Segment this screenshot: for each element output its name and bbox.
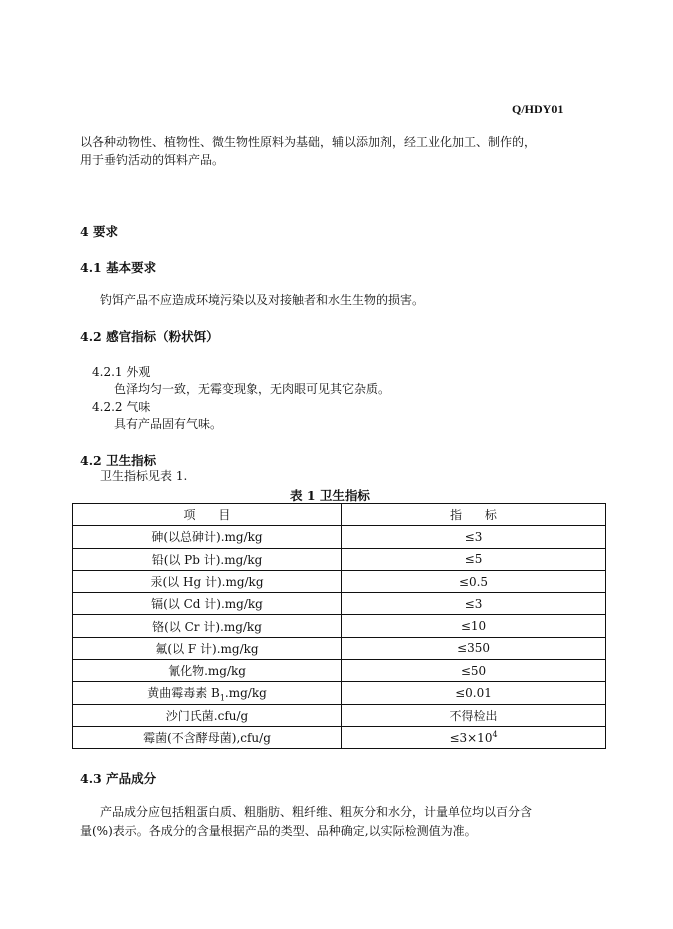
row-item: 砷(以总砷计).mg/kg: [73, 526, 342, 548]
row-value: ≤50: [342, 660, 606, 682]
section-4-2-2-label: 4.2.2 气味: [92, 400, 151, 414]
section-4-heading: 4 要求: [80, 224, 119, 239]
column-header-item: 项 目: [73, 504, 342, 526]
table-row: [73, 704, 606, 726]
section-4-1-heading: 4.1 基本要求: [80, 260, 157, 275]
section-4-2-2-text: 具有产品固有气味。: [114, 417, 223, 431]
section-4-1-text: 钓饵产品不应造成环境污染以及对接触者和水生生物的损害。: [100, 293, 425, 307]
table-row: [73, 682, 606, 704]
row-item: 氰化物.mg/kg: [73, 660, 342, 682]
hygiene-table: [72, 503, 606, 749]
row-item: 氟(以 F 计).mg/kg: [73, 637, 342, 659]
row-value: ≤10: [342, 615, 606, 637]
intro-line-2: 用于垂钓活动的饵料产品。: [80, 153, 225, 167]
section-4-3-heading: 4.3 产品成分: [80, 771, 157, 786]
table-row: [73, 615, 606, 637]
row-item: 霉菌(不含酵母菌),cfu/g: [73, 726, 342, 748]
column-header-index: 指 标: [342, 504, 606, 526]
row-value: ≤3: [342, 526, 606, 548]
row-value: 不得检出: [342, 704, 606, 726]
row-item: 汞(以 Hg 计).mg/kg: [73, 570, 342, 592]
table-row: [73, 637, 606, 659]
row-value: ≤3: [342, 593, 606, 615]
table-row: [73, 526, 606, 548]
table-row: [73, 660, 606, 682]
row-value: ≤0.5: [342, 570, 606, 592]
table-row: [73, 570, 606, 592]
row-item: 铅(以 Pb 计).mg/kg: [73, 548, 342, 570]
row-item: 铬(以 Cr 计).mg/kg: [73, 615, 342, 637]
table-caption: 表 1 卫生指标: [290, 488, 370, 503]
document-code: Q/HDY01: [512, 102, 564, 116]
section-4-3-line-1: 产品成分应包括粗蛋白质、粗脂肪、粗纤维、粗灰分和水分，计量单位均以百分含: [100, 805, 533, 819]
table-row: [73, 548, 606, 570]
row-value: ≤5: [342, 548, 606, 570]
section-4-2-hygiene-heading: 4.2 卫生指标: [80, 453, 157, 468]
table-row: [73, 593, 606, 615]
table-row: [73, 726, 606, 748]
row-value: ≤350: [342, 637, 606, 659]
row-value: $\le 3\times 10^4$: [342, 726, 606, 748]
row-value: ≤0.01: [342, 682, 606, 704]
row-item: 黄曲霉毒素 $B_1.mg/kg$: [73, 682, 342, 704]
row-item: 镉(以 Cd 计).mg/kg: [73, 593, 342, 615]
table-header-row: [73, 504, 606, 526]
section-4-2-sensory-heading: 4.2 感官指标（粉状饵）: [80, 329, 219, 344]
section-4-2-1-label: 4.2.1 外观: [92, 365, 151, 379]
row-item: 沙门氏菌.cfu/g: [73, 704, 342, 726]
section-4-2-1-text: 色泽均匀一致，无霉变现象，无肉眼可见其它杂质。: [114, 382, 391, 396]
section-4-3-line-2: 量(%)表示。各成分的含量根据产品的类型、品种确定,以实际检测值为准。: [80, 824, 477, 838]
intro-line-1: 以各种动物性、植物性、微生物性原料为基础，辅以添加剂，经工业化加工、制作的，: [80, 135, 537, 149]
section-4-2-hygiene-text: 卫生指标见表 1.: [100, 469, 188, 483]
